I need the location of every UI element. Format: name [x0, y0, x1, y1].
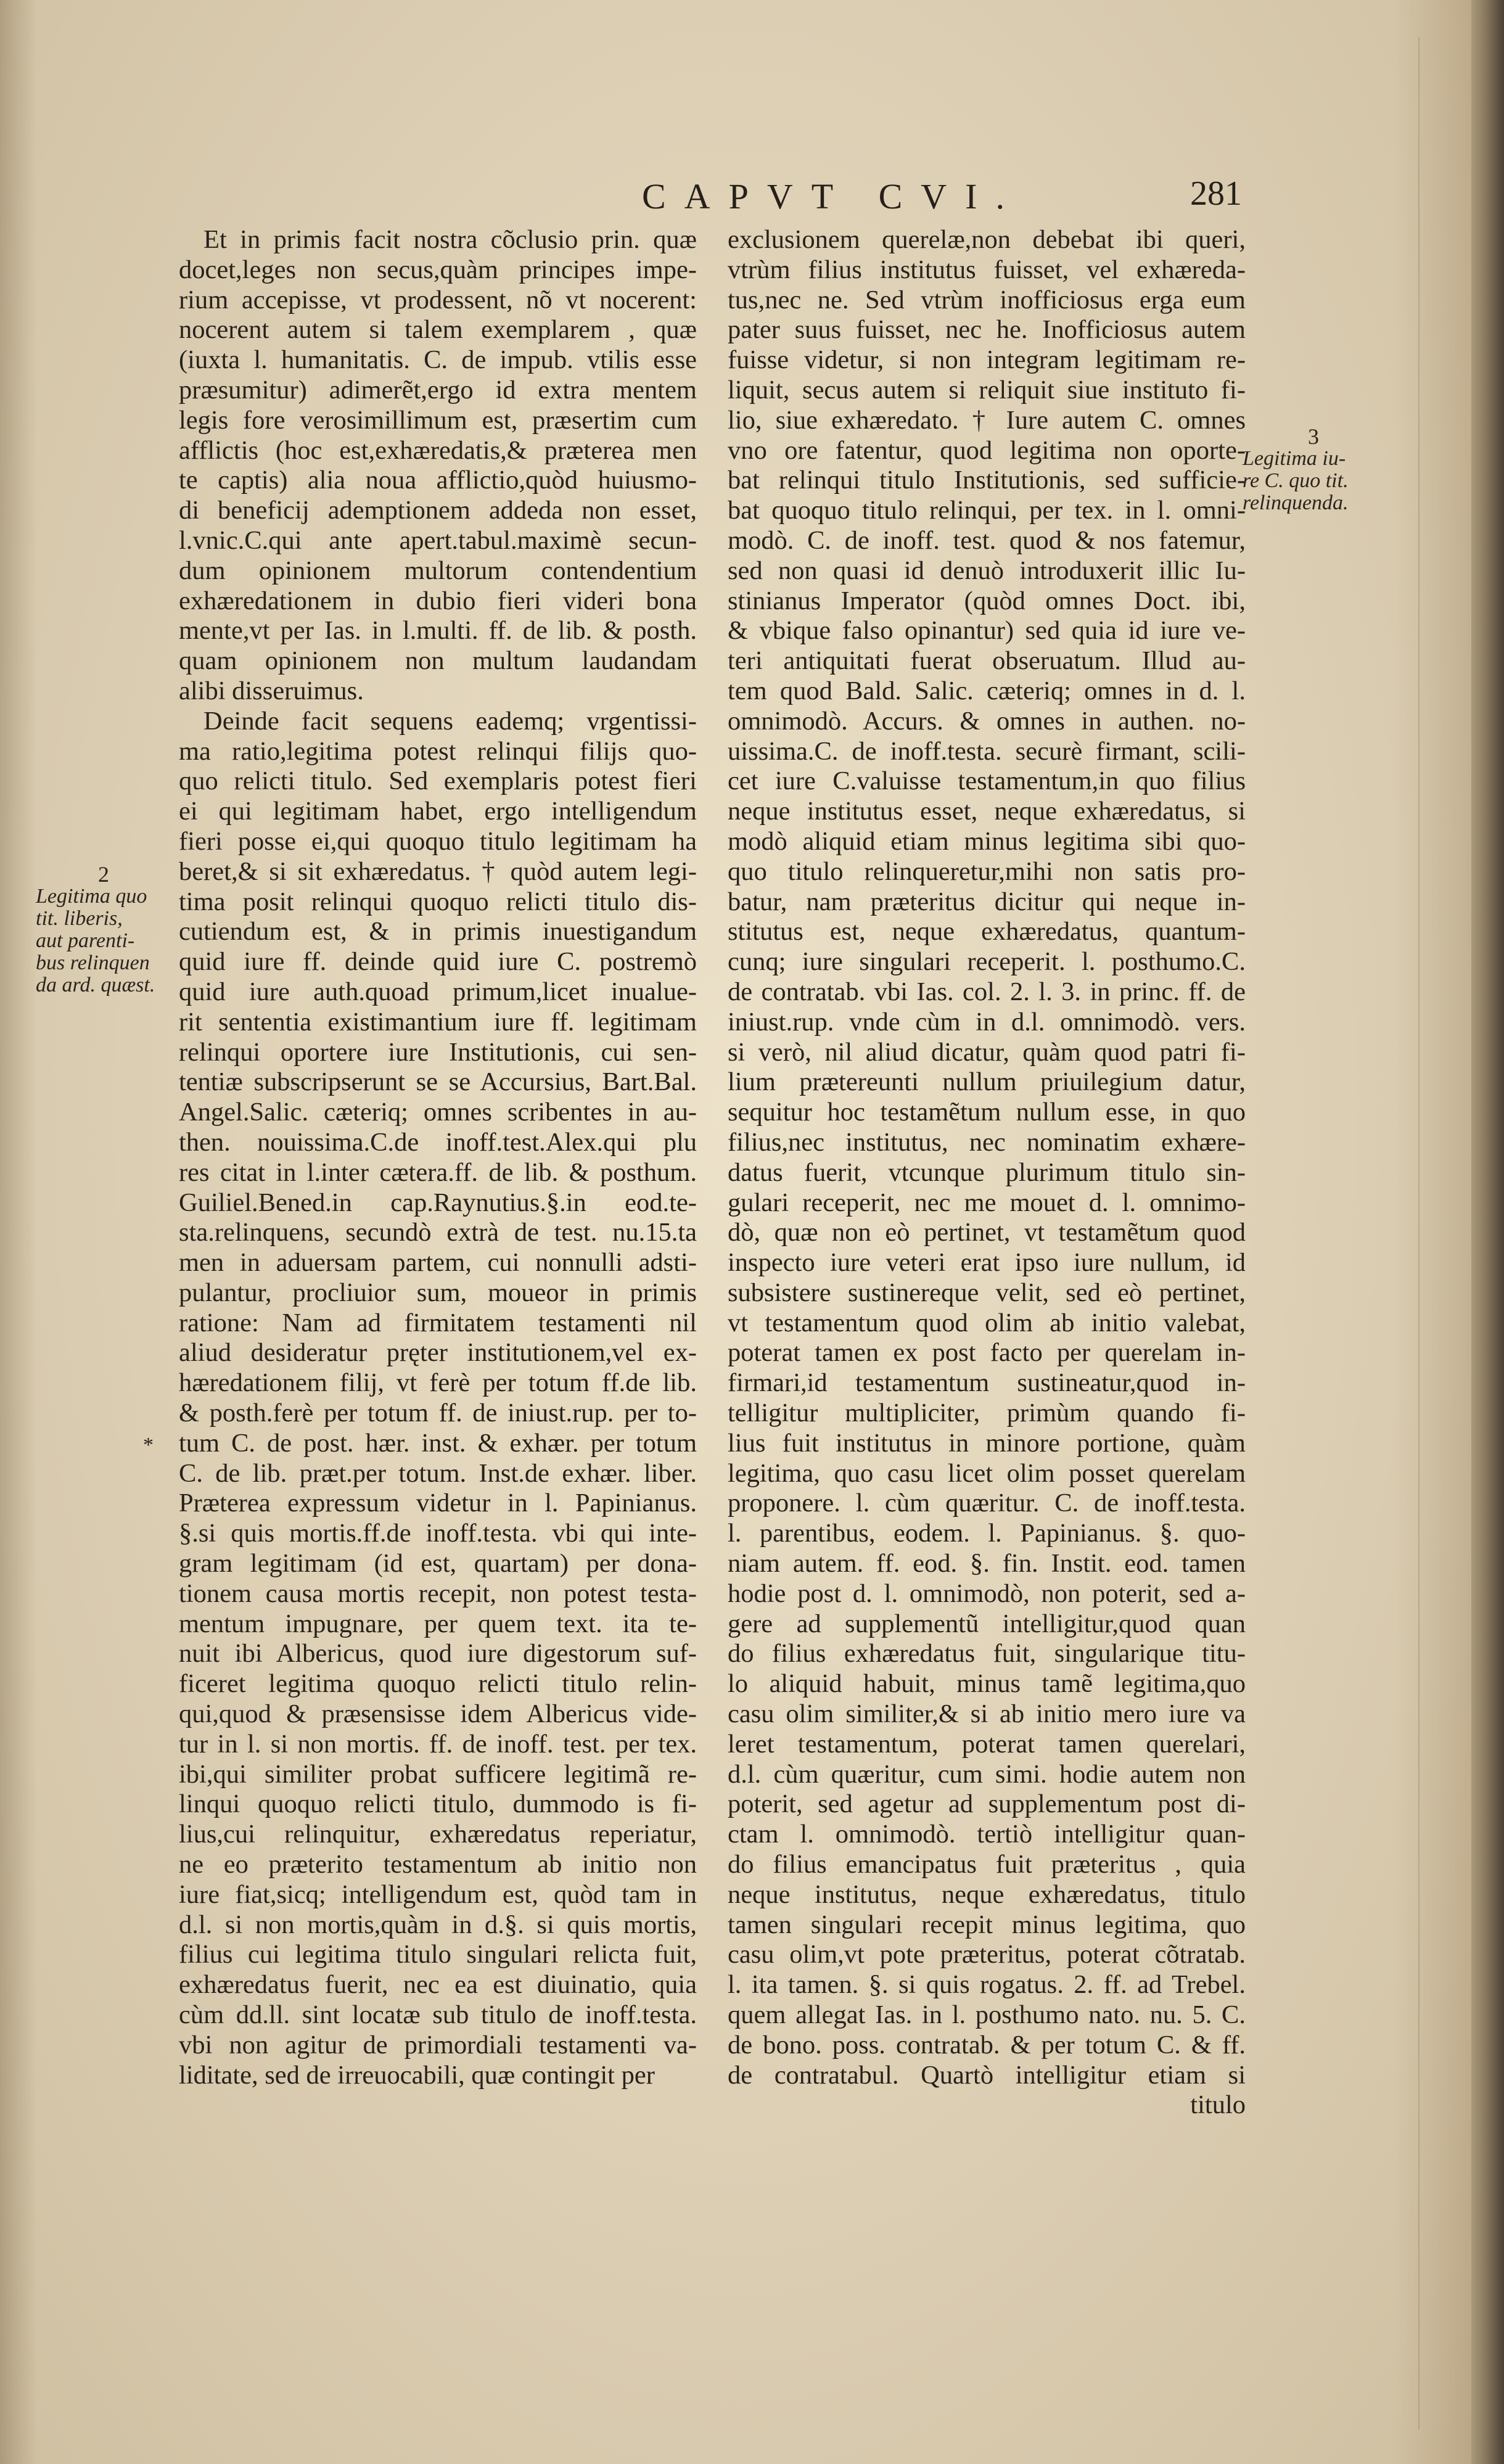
text-line: ibi,qui similiter probat sufficere legitimã re-	[179, 1759, 697, 1789]
text-line: teri antiquitati fuerat obseruatum. Illud au-	[728, 646, 1246, 676]
text-line: hæredationem filij, vt ferè per totum ff.de lib.	[179, 1368, 697, 1398]
text-line: tamen singulari recepit minus legitima, quo	[728, 1910, 1246, 1939]
text-line: & posth.ferè per totum ff. de iniust.rup. per to-	[179, 1398, 697, 1428]
text-line: leret testamentum, poterat tamen querelari,	[728, 1729, 1246, 1759]
text-line: lium prætereunti nullum priuilegium datur,	[728, 1067, 1246, 1097]
marginal-note-line: relinquenda.	[1243, 491, 1349, 514]
text-line: quo relicti titulo. Sed exemplaris potest fieri	[179, 766, 697, 796]
text-line: filius cui legitima titulo singulari relicta fuit,	[179, 1940, 697, 1969]
text-line: then. nouissima.C.de inoff.test.Alex.qui plu	[179, 1127, 697, 1157]
text-line: tum C. de post. hær. inst. & exhær. per totum	[179, 1428, 697, 1458]
text-line: poterat tamen ex post facto per querelam in-	[728, 1338, 1246, 1368]
text-line: bat quoquo titulo relinqui, per tex. in l. omni-	[728, 496, 1246, 525]
text-line: telligitur multipliciter, primùm quando fi-	[728, 1398, 1246, 1428]
marginal-note-line: Legitima iu-	[1243, 447, 1346, 470]
text-line: hodie post d. l. omnimodò, non poterit, sed a-	[728, 1579, 1246, 1608]
text-line: lius,cui relinquitur, exhæredatus reperiatur,	[179, 1820, 697, 1849]
text-line: proponere. l. cùm quæritur. C. de inoff.testa.	[728, 1489, 1246, 1518]
text-line: uissima.C. de inoff.testa. securè firmant, scili-	[728, 736, 1246, 766]
text-line: niam autem. ff. eod. §. fin. Instit. eod. tamen	[728, 1549, 1246, 1579]
text-line: ctam l. omnimodò. tertiò intelligitur quan-	[728, 1820, 1246, 1849]
right-marginal-note	[1243, 425, 1384, 514]
text-line: Guiliel.Bened.in cap.Raynutius.§.in eod.te-	[179, 1188, 697, 1217]
right-text-column	[728, 225, 1246, 2121]
text-line: tionem causa mortis recepit, non potest testa-	[179, 1579, 697, 1608]
text-line: bat relinqui titulo Institutionis, sed sufficie-	[728, 466, 1246, 495]
marginal-note-line: aut parenti-	[36, 929, 135, 952]
text-line: iniust.rup. vnde cùm in d.l. omnimodò. vers.	[728, 1007, 1246, 1037]
text-line: d.l. si non mortis,quàm in d.§. si quis mortis,	[179, 1910, 697, 1939]
text-line: §.si quis mortis.ff.de inoff.testa. vbi qui inte-	[179, 1519, 697, 1548]
text-line: nocerent autem si talem exemplarem , quæ	[179, 315, 697, 345]
text-line: rium accepisse, vt prodessent, nõ vt nocerent:	[179, 285, 697, 314]
asterisk-mark: *	[143, 1434, 154, 1456]
text-line: do filius emancipatus fuit præteritus , quia	[728, 1850, 1246, 1879]
text-line: neque institutus esset, neque exhæredatus, si	[728, 797, 1246, 826]
text-line: C. de lib. præt.per totum. Inst.de exhær. liber.	[179, 1458, 697, 1488]
text-line: vt testamentum quod olim ab initio valebat,	[728, 1308, 1246, 1337]
text-line: filius,nec institutus, nec nominatim exhære-	[728, 1127, 1246, 1157]
running-head: CAPVT CVI.	[642, 176, 1023, 216]
text-line: casu olim similiter,& si ab initio mero iure va	[728, 1699, 1246, 1729]
text-line: casu olim,vt pote præteritus, poterat cõtratab.	[728, 1940, 1246, 1969]
marginal-note-number: 2	[98, 862, 109, 887]
page-fold-line	[1418, 37, 1420, 2429]
text-line: quid iure auth.quoad primum,licet inualue-	[179, 977, 697, 1006]
text-line: stitutus est, neque exhæredatus, quantum-	[728, 917, 1246, 947]
text-line: gulari receperit, nec me mouet d. l. omnimo-	[728, 1188, 1246, 1217]
text-line: mentum impugnare, per quem text. ita te-	[179, 1609, 697, 1638]
text-line: Præterea expressum videtur in l. Papinianus.	[179, 1489, 697, 1518]
text-line: dum opinionem multorum contendentium	[179, 556, 697, 585]
text-line: gere ad supplementũ intelligitur,quod quan	[728, 1609, 1246, 1638]
text-line: vno ore fatentur, quod legitima non oporte-	[728, 435, 1246, 465]
text-line: exclusionem querelæ,non debebat ibi queri,	[728, 225, 1246, 254]
text-line: batur, nam præteritus dicitur qui neque in-	[728, 887, 1246, 916]
marginal-note-number: 3	[1308, 424, 1319, 449]
text-line: relinqui oportere iure Institutionis, cui sen-	[179, 1037, 697, 1067]
text-line: rit sententia existimantium iure ff. legitimam	[179, 1007, 697, 1037]
text-line: qui,quod & præsensisse idem Albericus vide-	[179, 1699, 697, 1729]
text-line: cutiendum est, & in primis inuestigandum	[179, 917, 697, 947]
text-line: cet iure C.valuisse testamentum,in quo filius	[728, 766, 1246, 796]
text-line: præsumitur) adimerẽt,ergo id extra mentem	[179, 375, 697, 405]
text-line: tentiæ subscripserunt se se Accursius, Bart.Bal.	[179, 1067, 697, 1097]
text-line: afflictis (hoc est,exhæredatis,& præterea men	[179, 435, 697, 465]
text-line: lius fuit institutus in minore portione, quàm	[728, 1428, 1246, 1458]
text-line: vbi non agitur de primordiali testamenti va-	[179, 2030, 697, 2059]
text-line: legitima, quo casu licet olim posset querelam	[728, 1458, 1246, 1488]
text-line: inspecto iure veteri erat ipso iure nullum, id	[728, 1248, 1246, 1278]
text-line: pulantur, procliuior sum, moueor in primis	[179, 1278, 697, 1307]
text-line: liditate, sed de irreuocabili, quæ contingit per	[179, 2060, 655, 2090]
text-line: sed non quasi id denuò introduxerit illic Iu-	[728, 556, 1246, 585]
text-line: de contratab. vbi Ias. col. 2. l. 3. in princ. ff. de	[728, 977, 1246, 1006]
text-line: datus fuerit, vtcunque plurimum titulo sin-	[728, 1157, 1246, 1187]
text-line: si verò, nil aliud dicatur, quàm quod patri fi-	[728, 1037, 1246, 1067]
text-line: fuisse videtur, si non integram legitimam re-	[728, 345, 1246, 375]
text-line: cùm dd.ll. sint locatæ sub titulo de inoff.testa.	[179, 2000, 697, 2030]
marginal-note-line: re C. quo tit.	[1243, 469, 1349, 492]
text-line: lo aliquid habuit, minus tamẽ legitima,quo	[728, 1669, 1246, 1699]
marginal-note-line: bus relinquen	[36, 951, 150, 974]
text-line: vtrùm filius institutus fuisset, vel exhæreda-	[728, 255, 1246, 284]
text-line: d.l. cùm quæritur, cum simi. hodie autem non	[728, 1759, 1246, 1789]
text-line: pater suus fuisset, nec he. Inofficiosus autem	[728, 315, 1246, 345]
text-line: exhæredatus fuerit, nec ea est diuinatio, quia	[179, 1970, 697, 2000]
text-line: & vbique falso opinantur) sed quia id iure ve-	[728, 616, 1246, 646]
text-line: omnimodò. Accurs. & omnes in authen. no-	[728, 706, 1246, 736]
text-line: beret,& si sit exhæredatus. † quòd autem legi-	[179, 856, 697, 886]
text-line: linqui quoquo relicti titulo, dummodo is fi-	[179, 1789, 697, 1819]
text-line: sta.relinquens, secundò extrà de test. nu.15.ta	[179, 1218, 697, 1247]
text-line: cunq; iure singulari receperit. l. posthumo.C.	[728, 947, 1246, 977]
text-line: exhæredationem in dubio fieri videri bona	[179, 586, 697, 615]
page-number: 281	[1190, 175, 1242, 213]
text-line: fieri posse ei,qui quoquo titulo legitimam ha	[179, 826, 697, 856]
text-line: nuit ibi Albericus, quod iure digestorum suf-	[179, 1639, 697, 1669]
text-line: ne eo præterito testamentum ab initio non	[179, 1850, 697, 1879]
text-line: tus,nec ne. Sed vtrùm inofficiosus erga eum	[728, 285, 1246, 314]
text-line: stinianus Imperator (quòd omnes Doct. ibi,	[728, 586, 1246, 615]
left-text-column	[179, 225, 697, 2090]
text-line: modò. C. de inoff. test. quod & nos fatemur,	[728, 525, 1246, 555]
text-line: de contratabul. Quartò intelligitur etiam si	[728, 2060, 1246, 2090]
left-marginal-note	[36, 863, 171, 996]
text-line: te captis) alia noua afflictio,quòd huiusmo-	[179, 466, 697, 495]
text-line: docet,leges non secus,quàm principes impe-	[179, 255, 697, 284]
text-line: gram legitimam (id est, quartam) per dona-	[179, 1549, 697, 1579]
catchword: titulo	[1190, 2090, 1246, 2120]
text-line: men in aduersam partem, cui nonnulli adsti-	[179, 1248, 697, 1278]
text-line: legis fore verosimillimum est, præsertim cum	[179, 405, 697, 435]
text-line: subsistere sustinereque velit, sed eò pertinet,	[728, 1278, 1246, 1307]
text-line: ma ratio,legitima potest relinqui filijs quo-	[179, 736, 697, 766]
text-line: dò, quæ non eò pertinet, vt testamẽtum quod	[728, 1218, 1246, 1247]
text-line: aliud desideratur pręter institutionem,vel ex-	[179, 1338, 697, 1368]
text-line: lio, siue exhæredato. † Iure autem C. omnes	[728, 405, 1246, 435]
text-line: ei qui legitimam habet, ergo intelligendum	[179, 797, 697, 826]
text-line: Deinde facit sequens eademq; vrgentissi-	[203, 706, 697, 736]
text-line: firmari,id testamentum sustineatur,quod in-	[728, 1368, 1246, 1398]
text-line: l. ita tamen. §. si quis rogatus. 2. ff. ad Trebel.	[728, 1970, 1246, 2000]
text-line: do filius exhæredatus fuit, singularique titu-	[728, 1639, 1246, 1669]
text-line: de bono. poss. contratab. & per totum C. & ff.	[728, 2030, 1246, 2059]
text-line: quam opinionem non multum laudandam	[179, 646, 697, 676]
marginal-note-line: tit. liberis,	[36, 907, 123, 930]
page-gutter-edge	[1471, 0, 1504, 2464]
text-line: alibi disseruimus.	[179, 676, 364, 705]
text-line: Angel.Salic. cæteriq; omnes scribentes in au-	[179, 1098, 697, 1127]
text-line: mente,vt per Ias. in l.multi. ff. de lib. & posth.	[179, 616, 697, 646]
marginal-note-line: da ard. quæst.	[36, 974, 155, 996]
text-line: di beneficij ademptionem addeda non esset,	[179, 496, 697, 525]
text-line: Et in primis facit nostra cõclusio prin. quæ	[203, 225, 697, 254]
text-line: ficeret legitima quoquo relicti titulo relin-	[179, 1669, 697, 1699]
text-line: quo titulo relinqueretur,mihi non satis pro-	[728, 856, 1246, 886]
text-line: iure fiat,sicq; intelligendum est, quòd tam in	[179, 1879, 697, 1909]
text-line: ratione: Nam ad firmitatem testamenti nil	[179, 1308, 697, 1337]
text-line: res citat in l.inter cætera.ff. de lib. & posthum.	[179, 1157, 697, 1187]
text-line: poterit, sed agetur ad supplementum post di-	[728, 1789, 1246, 1819]
text-line: (iuxta l. humanitatis. C. de impub. vtilis esse	[179, 345, 697, 375]
text-line: liquit, secus autem si reliquit siue instituto fi-	[728, 375, 1246, 405]
text-line: quem allegat Ias. in l. posthumo nato. nu. 5. C.	[728, 2000, 1246, 2030]
text-line: l. parentibus, eodem. l. Papinianus. §. quo-	[728, 1519, 1246, 1548]
text-line: modò aliquid etiam minus legitima sibi quo-	[728, 826, 1246, 856]
text-line: tur in l. si non mortis. ff. de inoff. test. per tex.	[179, 1729, 697, 1759]
text-line: quid iure ff. deinde quid iure C. postremò	[179, 947, 697, 977]
text-line: neque institutus, neque exhæredatus, titulo	[728, 1879, 1246, 1909]
text-line: tima posit relinqui quoquo relicti titulo dis-	[179, 887, 697, 916]
text-line: tem quod Bald. Salic. cæteriq; omnes in d. l.	[728, 676, 1246, 705]
text-line: l.vnic.C.qui ante apert.tabul.maximè secun-	[179, 525, 697, 555]
marginal-note-line: Legitima quo	[36, 885, 147, 908]
text-line: sequitur hoc testamẽtum nullum esse, in quo	[728, 1098, 1246, 1127]
